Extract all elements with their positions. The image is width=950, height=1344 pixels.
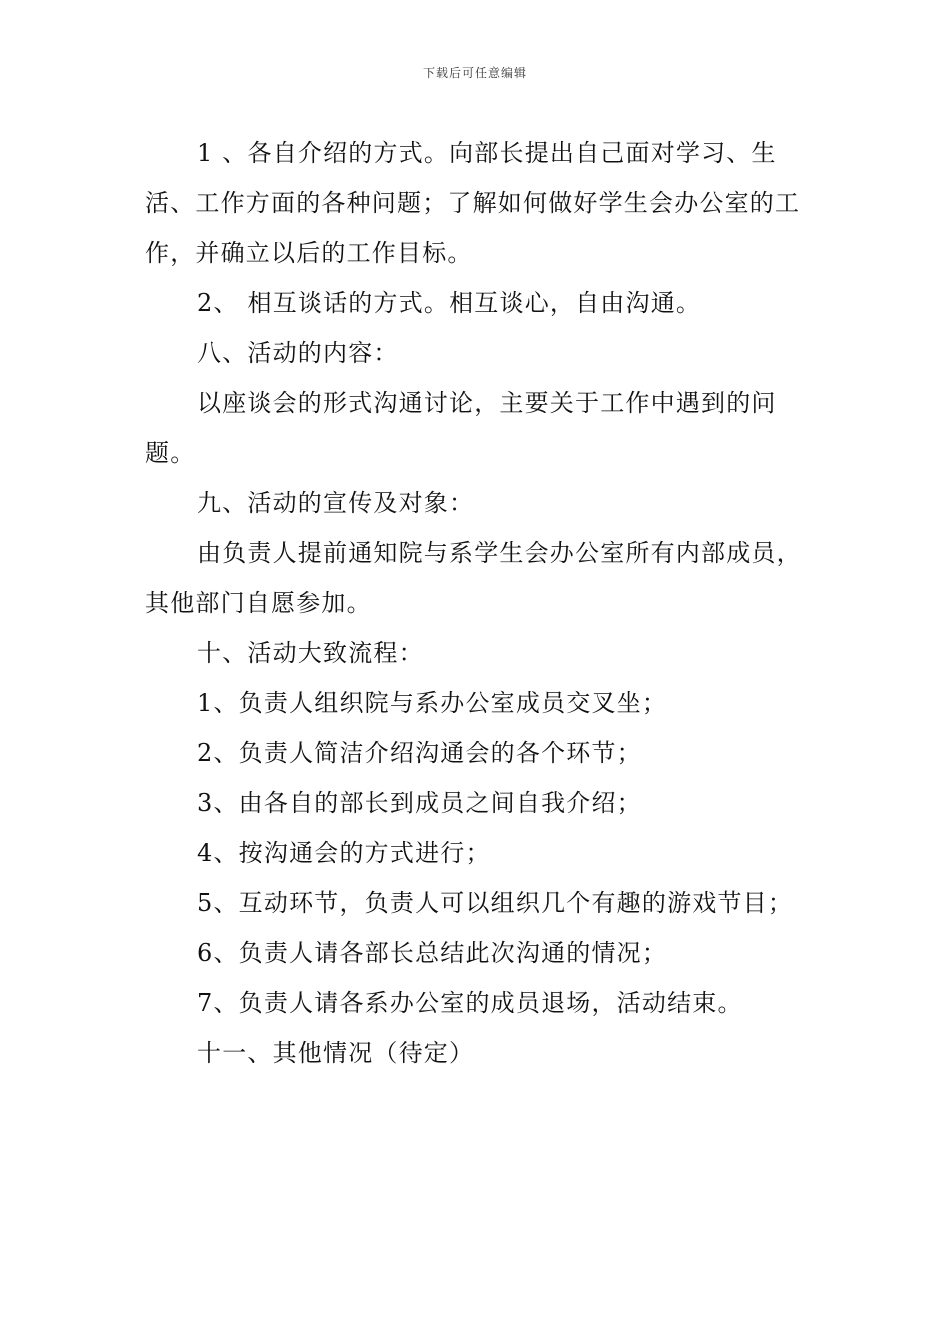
- list-item: 5、互动环节，负责人可以组织几个有趣的游戏节目；: [197, 889, 794, 917]
- section-heading-content: 八、活动的内容：: [197, 339, 399, 367]
- list-item: 1、负责人组织院与系办公室成员交叉坐；: [197, 689, 668, 717]
- list-item: 6、负责人请各部长总结此次沟通的情况；: [197, 939, 668, 967]
- paragraph-publicity: 由负责人提前通知院与系学生会办公室所有内部成员，其他部门自愿参加。: [145, 539, 802, 617]
- section-heading-publicity: 九、活动的宣传及对象：: [197, 489, 475, 517]
- document-body: [145, 128, 810, 1078]
- list-item: 7、负责人请各系办公室的成员退场，活动结束。: [197, 989, 743, 1017]
- paragraph-content: 以座谈会的形式沟通讨论，主要关于工作中遇到的问题。: [145, 389, 777, 467]
- header-note: 下载后可任意编辑: [422, 66, 527, 80]
- list-item: 2、负责人简洁介绍沟通会的各个环节；: [197, 739, 642, 767]
- list-item: 3、由各自的部长到成员之间自我介绍；: [197, 789, 642, 817]
- list-item: 4、按沟通会的方式进行；: [197, 839, 491, 867]
- paragraph-talk-method: 2、 相互谈话的方式。相互谈心，自由沟通。: [197, 289, 702, 317]
- paragraph-intro-method: 1 、各自介绍的方式。向部长提出自己面对学习、生活、工作方面的各种问题；了解如何做好学生会办公室的工作，并确立以后的工作目标。: [145, 139, 801, 267]
- section-heading-process: 十、活动大致流程：: [197, 639, 424, 667]
- section-heading-other: 十一、其他情况（待定）: [197, 1039, 475, 1067]
